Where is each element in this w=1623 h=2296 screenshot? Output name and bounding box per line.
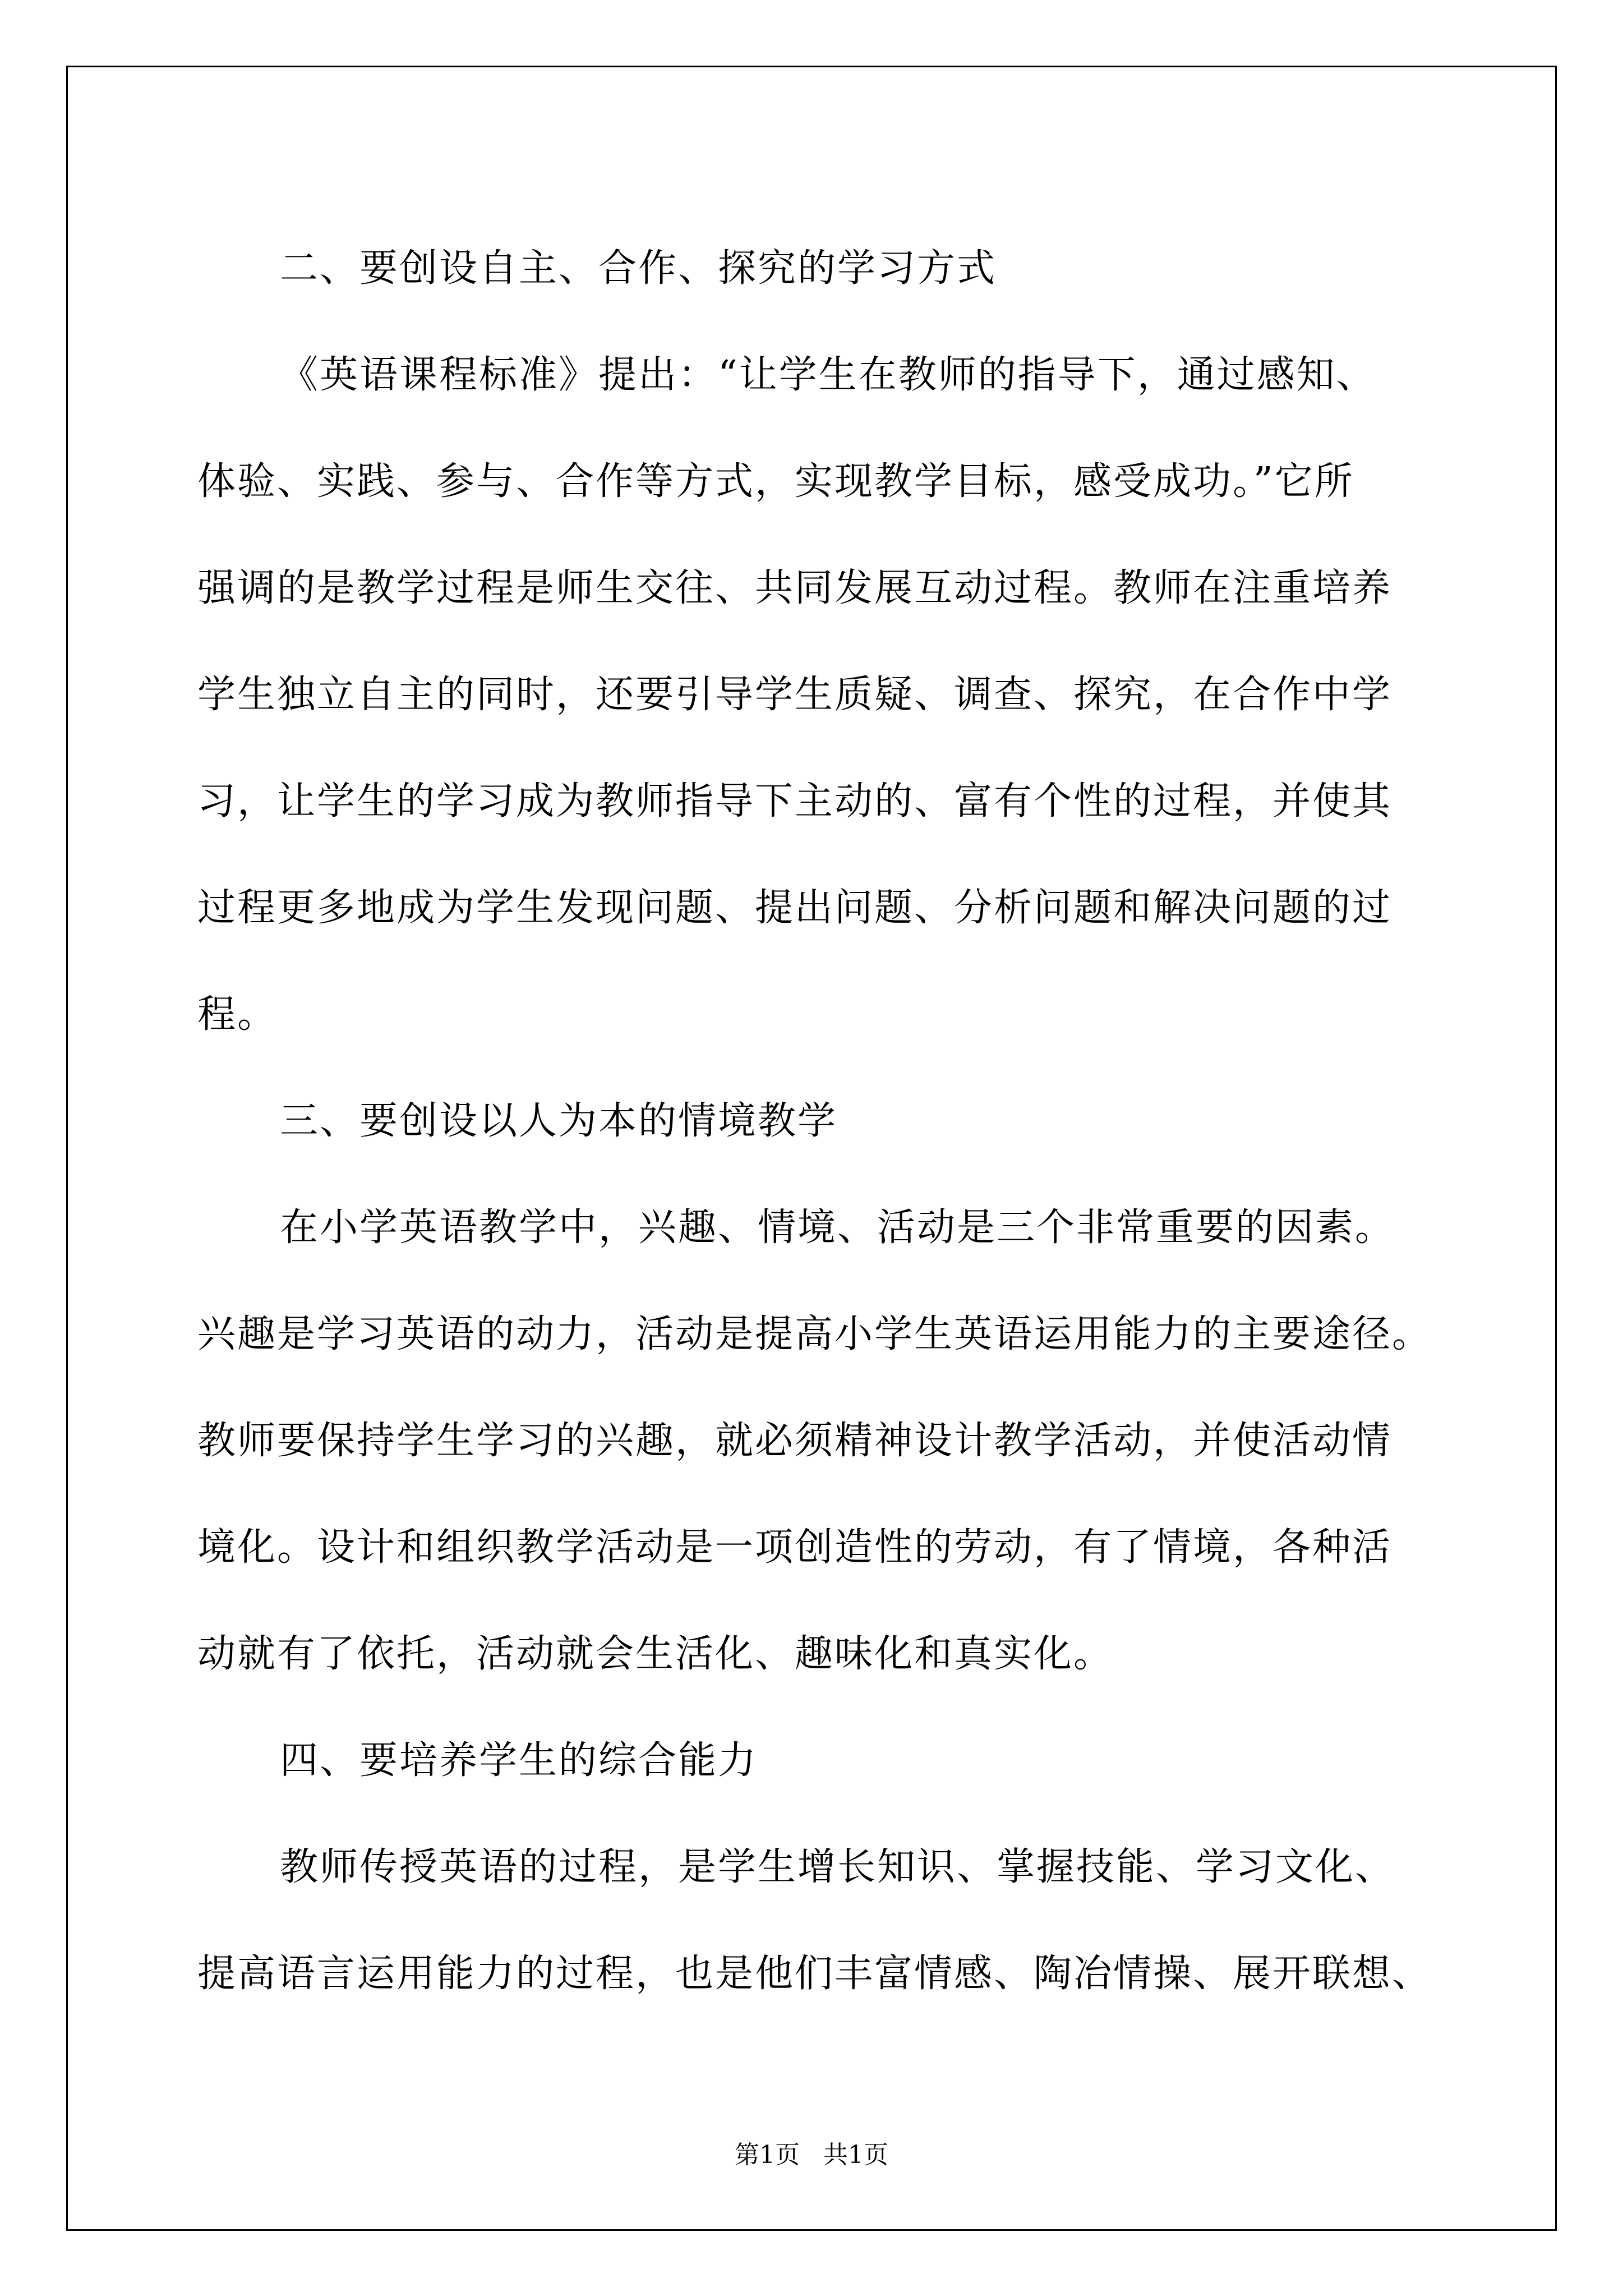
- paragraph-line: 境化。设计和组织教学活动是一项创造性的劳动，有了情境，各种活: [197, 1525, 1393, 1570]
- paragraph-line: 过程更多地成为学生发现问题、提出问题、分析问题和解决问题的过: [197, 886, 1393, 930]
- paragraph-line: 学生独立自主的同时，还要引导学生质疑、调查、探究，在合作中学: [197, 673, 1393, 717]
- paragraph-line: 教师传授英语的过程，是学生增长知识、掌握技能、学习文化、: [280, 1845, 1395, 1889]
- section-heading-2: 二、要创设自主、合作、探究的学习方式: [280, 246, 997, 291]
- paragraph-line: 提高语言运用能力的过程，也是他们丰富情感、陶冶情操、展开联想、: [197, 1952, 1432, 1996]
- document-body: [197, 215, 1465, 2027]
- section-heading-3: 三、要创设以人为本的情境教学: [280, 1099, 838, 1143]
- paragraph-line: 《英语课程标准》提出：“让学生在教师的指导下，通过感知、: [280, 353, 1376, 397]
- section-heading-4: 四、要培养学生的综合能力: [280, 1738, 758, 1783]
- paragraph-line: 习，让学生的学习成为教师指导下主动的、富有个性的过程，并使其: [197, 779, 1393, 823]
- paragraph-line: 兴趣是学习英语的动力，活动是提高小学生英语运用能力的主要途径。: [197, 1312, 1432, 1356]
- paragraph-line: 动就有了依托，活动就会生活化、趣味化和真实化。: [197, 1632, 1114, 1676]
- paragraph-line: 强调的是教学过程是师生交往、共同发展互动过程。教师在注重培养: [197, 566, 1393, 610]
- page-number-footer: 第1页 共1页: [735, 2141, 888, 2169]
- paragraph-line: 体验、实践、参与、合作等方式，实现教学目标，感受成功。”它所: [197, 459, 1354, 504]
- paragraph-line: 教师要保持学生学习的兴趣，就必须精神设计教学活动，并使活动情: [197, 1419, 1393, 1463]
- paragraph-line: 在小学英语教学中，兴趣、情境、活动是三个非常重要的因素。: [280, 1205, 1395, 1250]
- paragraph-line: 程。: [197, 992, 278, 1037]
